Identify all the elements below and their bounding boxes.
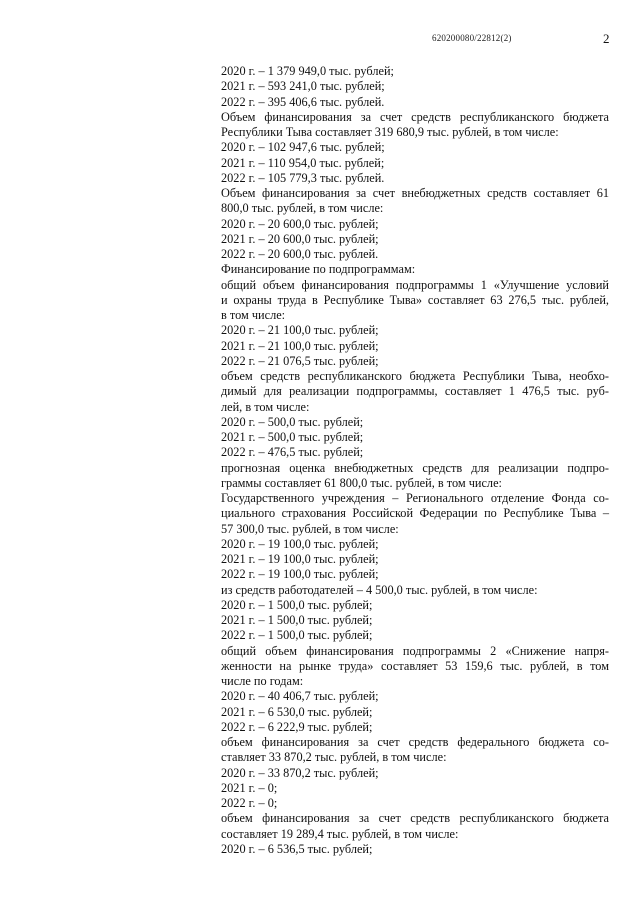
text-line: лей, в том числе: (221, 399, 310, 414)
text-line: 2021 г. – 6 530,0 тыс. рублей; (221, 704, 373, 719)
text-line: 2020 г. – 33 870,2 тыс. рублей; (221, 765, 379, 780)
text-line: димый для реализации подпрограммы, составляет 1 476,5 тыс. руб- (221, 384, 609, 399)
text-line: 2020 г. – 21 100,0 тыс. рублей; (221, 323, 379, 338)
text-line: 2022 г. – 105 779,3 тыс. рублей. (221, 170, 385, 185)
text-line: из средств работодателей – 4 500,0 тыс. рублей, в том числе: (221, 582, 538, 597)
page-number: 2 (603, 31, 610, 46)
text-line: объем финансирования за счет средств федерального бюджета со- (221, 735, 609, 749)
text-line: 2022 г. – 0; (221, 796, 278, 810)
text-line: граммы составляет 61 800,0 тыс. рублей, в том числе: (221, 475, 502, 490)
text-line: объем финансирования за счет средств республиканского бюджета (221, 811, 609, 826)
text-line: 2020 г. – 6 536,5 тыс. рублей; (221, 841, 373, 856)
text-line: 2022 г. – 20 600,0 тыс. рублей. (221, 247, 379, 261)
text-line: Республики Тыва составляет 319 680,9 тыс. рублей, в том числе: (221, 125, 559, 139)
text-line: 2022 г. – 6 222,9 тыс. рублей; (221, 719, 373, 734)
text-line: в том числе: (221, 308, 286, 322)
text-line: 2021 г. – 0; (221, 780, 278, 795)
text-line: 2020 г. – 19 100,0 тыс. рублей; (221, 536, 379, 551)
text-line: 2020 г. – 40 406,7 тыс. рублей; (221, 689, 379, 704)
text-line: 2021 г. – 21 100,0 тыс. рублей; (221, 338, 379, 353)
text-line: женности на рынке труда» составляет 53 159,6 тыс. рублей, в том (221, 658, 609, 673)
text-line: 2020 г. – 1 379 949,0 тыс. рублей; (221, 64, 394, 78)
text-line: 2020 г. – 20 600,0 тыс. рублей; (221, 216, 379, 231)
text-line: 2021 г. – 500,0 тыс. рублей; (221, 430, 364, 444)
text-line: циального страхования Российской Федерации по Республике Тыва – (221, 506, 609, 521)
text-line: 2022 г. – 19 100,0 тыс. рублей; (221, 567, 379, 582)
text-line: 2022 г. – 395 406,6 тыс. рублей. (221, 94, 385, 109)
document-id: 620200080/22812(2) (432, 33, 512, 43)
text-line: 2021 г. – 110 954,0 тыс. рублей; (221, 155, 385, 170)
text-line: 2021 г. – 593 241,0 тыс. рублей; (221, 79, 385, 94)
text-line: составляет 19 289,4 тыс. рублей, в том числе: (221, 826, 459, 841)
text-line: 2021 г. – 19 100,0 тыс. рублей; (221, 552, 379, 566)
text-line: 2020 г. – 1 500,0 тыс. рублей; (221, 597, 373, 612)
text-line: общий объем финансирования подпрограммы 2 «Снижение напря- (221, 643, 609, 658)
text-line: и охраны труда в Республике Тыва» составляет 63 276,5 тыс. рублей, (221, 292, 609, 307)
text-line: объем средств республиканского бюджета Республики Тыва, необхо- (221, 369, 609, 383)
text-line: Объем финансирования за счет средств республиканского бюджета (221, 109, 609, 124)
text-line: ставляет 33 870,2 тыс. рублей, в том числе: (221, 750, 447, 765)
text-line: 2022 г. – 21 076,5 тыс. рублей; (221, 353, 379, 368)
body-text (221, 64, 609, 857)
text-line: 800,0 тыс. рублей, в том числе: (221, 201, 384, 216)
text-line: прогнозная оценка внебюджетных средств для реализации подпро- (221, 460, 609, 475)
text-line: Государственного учреждения – Регионального отделение Фонда со- (221, 491, 609, 505)
text-line: числе по годам: (221, 674, 304, 688)
text-line: Финансирование по подпрограммам: (221, 262, 416, 277)
text-line: 2020 г. – 500,0 тыс. рублей; (221, 414, 364, 429)
text-line: Объем финансирования за счет внебюджетных средств составляет 61 (221, 186, 609, 200)
text-line: 2020 г. – 102 947,6 тыс. рублей; (221, 140, 385, 155)
text-line: 57 300,0 тыс. рублей, в том числе: (221, 521, 399, 536)
text-line: 2021 г. – 20 600,0 тыс. рублей; (221, 231, 379, 246)
text-line: общий объем финансирования подпрограммы 1 «Улучшение условий (221, 277, 609, 292)
text-line: 2021 г. – 1 500,0 тыс. рублей; (221, 613, 373, 627)
text-line: 2022 г. – 476,5 тыс. рублей; (221, 445, 364, 460)
text-line: 2022 г. – 1 500,0 тыс. рублей; (221, 628, 373, 643)
